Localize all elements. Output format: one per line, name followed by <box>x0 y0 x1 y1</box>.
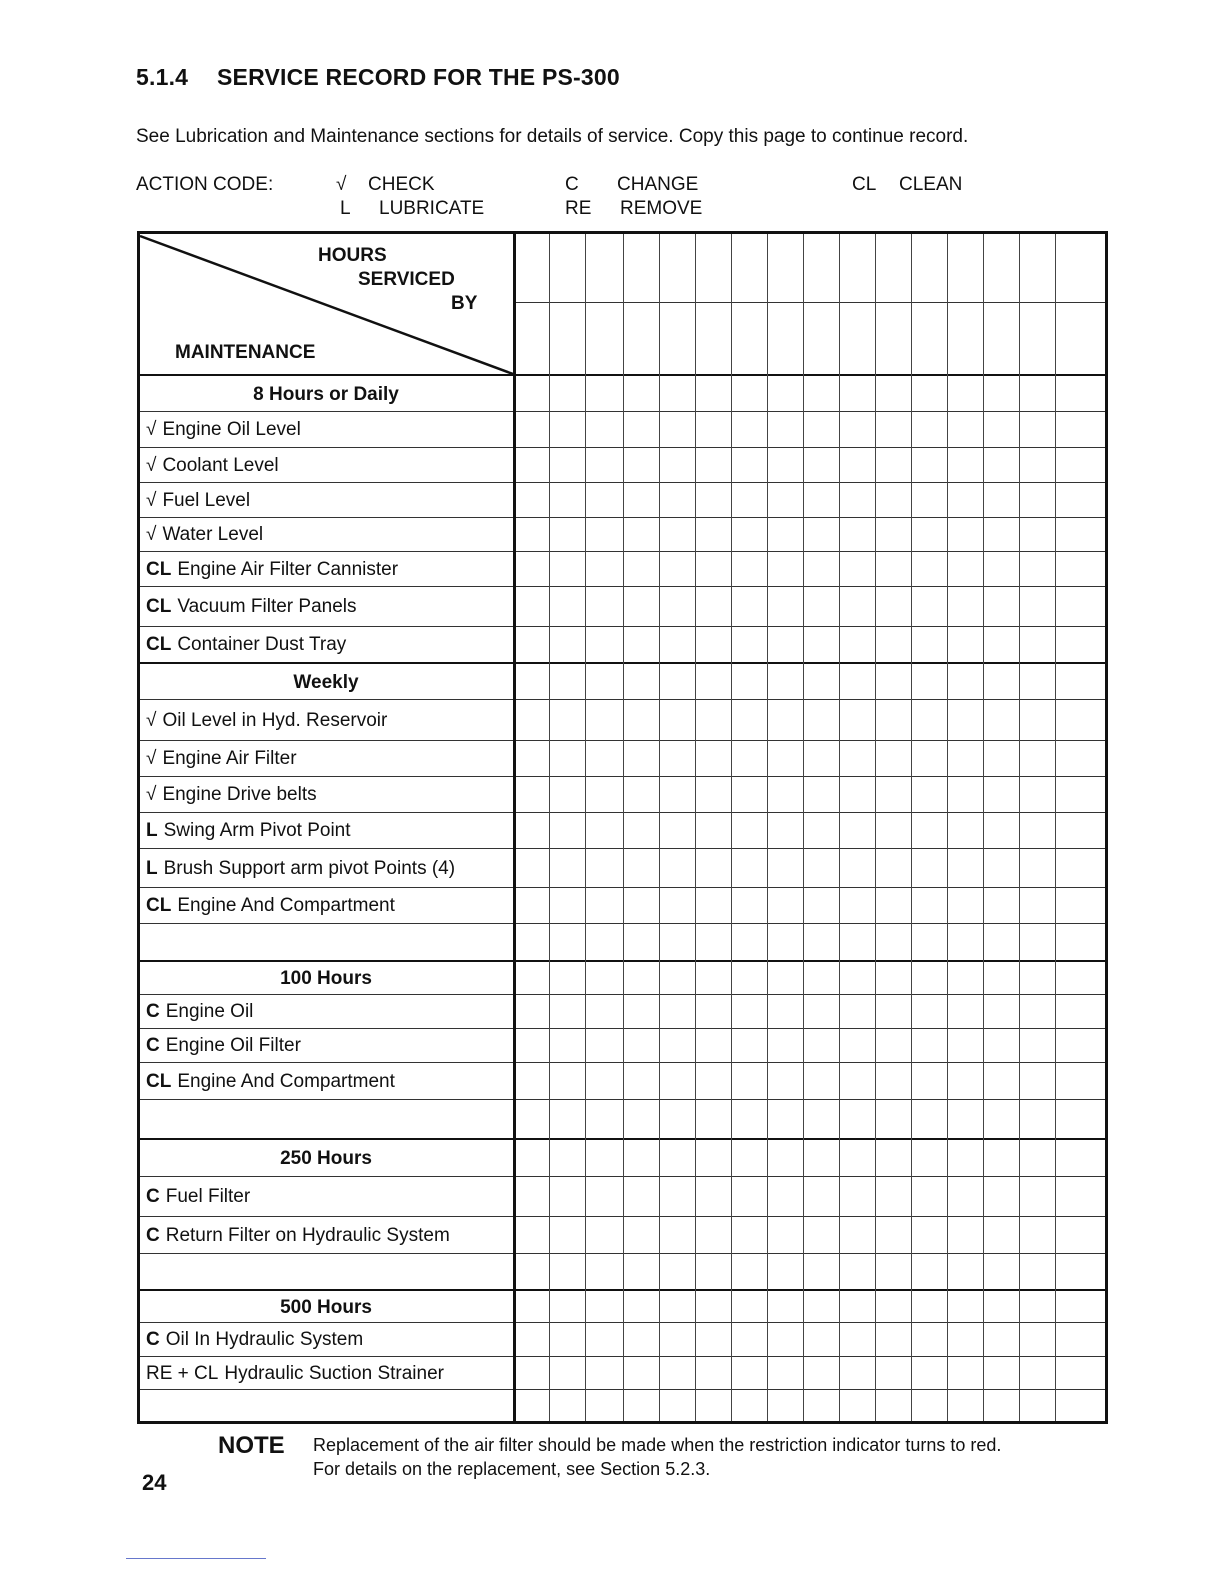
maintenance-item <box>140 813 512 849</box>
action-code: √ <box>146 454 157 476</box>
item-label: Container Dust Tray <box>177 634 347 655</box>
item-label: Water Level <box>162 524 264 545</box>
item-label: Oil In Hydraulic System <box>165 1329 364 1350</box>
title-text: SERVICE RECORD FOR THE PS-300 <box>217 64 620 90</box>
item-label: Engine Oil Level <box>162 419 301 440</box>
item-label: Engine Air Filter <box>162 748 297 769</box>
section-label: 100 Hours <box>280 968 372 989</box>
header-by: BY <box>451 293 478 314</box>
maintenance-item <box>140 552 512 587</box>
action-code-lubricate <box>340 198 484 220</box>
item-label: Oil Level in Hyd. Reservoir <box>162 709 388 731</box>
maintenance-item <box>140 518 512 552</box>
code-symbol: L <box>340 198 351 219</box>
maintenance-item <box>140 1100 512 1139</box>
action-code: C <box>146 1035 160 1056</box>
page-title <box>136 64 620 91</box>
record-column-line <box>1055 231 1056 1424</box>
item-label: Swing Arm Pivot Point <box>163 820 351 841</box>
maintenance-item <box>140 448 512 483</box>
action-code: CL <box>146 596 172 617</box>
action-code: CL <box>146 558 172 580</box>
action-code: RE + CL <box>146 1362 219 1384</box>
action-code: C <box>146 1329 160 1350</box>
action-code: CL <box>146 1070 172 1092</box>
record-column-line <box>983 231 984 1424</box>
section-label: 250 Hours <box>280 1148 372 1169</box>
header-hours: HOURS <box>318 245 387 266</box>
note-text: Replacement of the air filter should be made when the restriction indicator turns to red. For details on the replacement, see Section 5.2.3. <box>313 1435 1002 1479</box>
action-code: C <box>146 1224 160 1246</box>
maintenance-item <box>140 412 512 448</box>
code-symbol: RE <box>565 198 592 219</box>
maintenance-item <box>140 1029 512 1063</box>
maintenance-item <box>140 587 512 627</box>
code-meaning: REMOVE <box>620 198 703 219</box>
action-code: L <box>146 820 158 841</box>
action-code: L <box>146 857 158 879</box>
record-column-line <box>767 231 768 1424</box>
section-label: Weekly <box>293 671 359 693</box>
action-code: √ <box>146 524 157 545</box>
record-column-line <box>1019 231 1020 1424</box>
action-code: C <box>146 1186 160 1207</box>
maintenance-item <box>140 1357 512 1390</box>
maintenance-item <box>140 849 512 888</box>
record-column-line <box>659 231 660 1424</box>
maintenance-item <box>140 1177 512 1217</box>
record-column-line <box>695 231 696 1424</box>
maintenance-item <box>140 1063 512 1100</box>
maintenance-item <box>140 1217 512 1254</box>
item-label: Engine And Compartment <box>177 895 395 916</box>
item-label: Brush Support arm pivot Points (4) <box>163 857 456 879</box>
action-code: √ <box>146 709 157 731</box>
action-code-remove <box>565 198 702 220</box>
code-symbol: CL <box>852 174 877 195</box>
maintenance-item <box>140 777 512 813</box>
item-label: Fuel Filter <box>165 1186 251 1207</box>
action-code-label: ACTION CODE: <box>136 174 274 195</box>
service-record-table <box>137 231 1108 1424</box>
maintenance-item <box>140 1390 512 1425</box>
item-label: Engine And Compartment <box>177 1070 395 1092</box>
action-code: √ <box>146 748 157 769</box>
record-column-line <box>911 231 912 1424</box>
intro-text: See Lubrication and Maintenance sections for details of service. Copy this page to continue record. <box>136 126 969 147</box>
action-code: √ <box>146 784 157 805</box>
action-code: √ <box>146 419 157 440</box>
maintenance-item <box>140 1323 512 1357</box>
record-column-line <box>623 231 624 1424</box>
maintenance-item <box>140 924 512 961</box>
record-column-line <box>585 231 586 1424</box>
item-label: Engine Oil Filter <box>165 1035 301 1056</box>
item-label: Vacuum Filter Panels <box>177 596 357 617</box>
code-symbol: √ <box>336 174 347 195</box>
action-code-change <box>565 174 698 196</box>
action-code: C <box>146 1001 160 1022</box>
action-code: CL <box>146 895 172 916</box>
section-label: 500 Hours <box>280 1296 372 1318</box>
maintenance-item <box>140 483 512 518</box>
footer-rule <box>126 1558 266 1559</box>
maintenance-item <box>140 888 512 924</box>
maintenance-item <box>140 741 512 777</box>
item-label: Engine Oil <box>165 1001 254 1022</box>
record-column-line <box>839 231 840 1424</box>
section-label: 8 Hours or Daily <box>253 383 399 405</box>
record-column-line <box>875 231 876 1424</box>
header-serviced: SERVICED <box>358 269 455 290</box>
item-label: Engine Drive belts <box>162 784 317 805</box>
label-column-divider <box>513 231 516 1424</box>
item-label: Engine Air Filter Cannister <box>177 558 399 580</box>
action-code: CL <box>146 634 172 655</box>
code-meaning: CLEAN <box>899 174 963 195</box>
table-header-cell <box>137 231 513 374</box>
code-meaning: CHANGE <box>617 174 699 195</box>
maintenance-item <box>140 995 512 1029</box>
item-label: Coolant Level <box>162 454 279 476</box>
item-label: Fuel Level <box>162 489 251 511</box>
action-code: √ <box>146 489 157 511</box>
item-label: Hydraulic Suction Strainer <box>224 1362 444 1384</box>
maintenance-item <box>140 627 512 663</box>
record-column-line <box>549 231 550 1424</box>
action-code-clean <box>852 174 962 196</box>
action-code-check <box>336 174 435 196</box>
section-number: 5.1.4 <box>136 64 189 90</box>
item-label: Return Filter on Hydraulic System <box>165 1224 450 1246</box>
record-column-line <box>731 231 732 1424</box>
record-column-line <box>803 231 804 1424</box>
code-meaning: CHECK <box>368 174 435 195</box>
code-meaning: LUBRICATE <box>379 198 485 219</box>
maintenance-item <box>140 1254 512 1290</box>
header-maintenance: MAINTENANCE <box>175 342 316 363</box>
record-column-line <box>947 231 948 1424</box>
page-number: 24 <box>142 1470 167 1495</box>
maintenance-item <box>140 700 512 741</box>
note-label: NOTE <box>218 1432 285 1459</box>
code-symbol: C <box>565 174 579 195</box>
